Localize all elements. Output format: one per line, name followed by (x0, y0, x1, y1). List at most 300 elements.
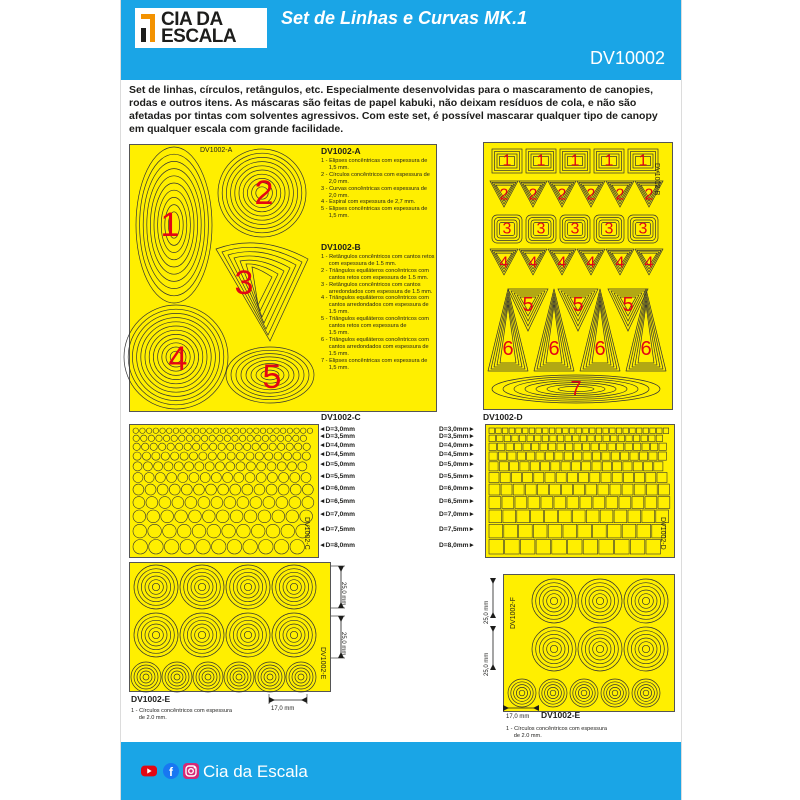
square-mask (574, 443, 581, 450)
circle-ring (290, 631, 297, 638)
circle-mask (223, 473, 233, 483)
circle-mask (157, 484, 168, 495)
circle-mask (234, 473, 244, 483)
square-mask (598, 484, 609, 495)
circle-mask (159, 443, 166, 450)
circle-ring (279, 620, 308, 649)
circle-mask (227, 428, 233, 434)
brand-logo[interactable] (135, 8, 267, 48)
square-mask (502, 428, 508, 434)
circle-mask (260, 428, 266, 434)
square-mask (603, 428, 609, 434)
square-mask (626, 435, 632, 441)
square-mask (520, 462, 529, 471)
circle-ring (589, 638, 611, 660)
square-mask (499, 462, 508, 471)
diameter-label: D=7,0mm► (439, 511, 476, 519)
circle-ring (547, 642, 562, 657)
circle-ring (287, 628, 302, 643)
square-mask (496, 428, 502, 434)
square-mask (557, 435, 563, 441)
diameter-label: ◄D=7,0mm (319, 511, 356, 519)
circle-ring (152, 631, 159, 638)
circle-mask (226, 462, 235, 471)
circle-ring (547, 687, 558, 698)
circle-mask (281, 524, 295, 538)
square-mask (569, 428, 575, 434)
circle-ring (276, 617, 313, 654)
circle-mask (174, 462, 183, 471)
circle-mask (133, 435, 139, 441)
circle-mask (224, 497, 236, 509)
circle-ring (604, 682, 626, 704)
sheet-e-left-dim-25a: 25,0 mm (340, 582, 346, 606)
circle-mask (213, 428, 219, 434)
square-mask (639, 452, 647, 460)
square-mask (489, 540, 504, 555)
square-mask (540, 443, 547, 450)
legend-item: 4 - Triângulos equiláteros concêntricos com cantos arredondados com espessura de 1.5 mm. (321, 295, 429, 316)
circle-mask (207, 524, 221, 538)
circle-ring (578, 627, 622, 671)
shape-number: 2 (499, 186, 509, 204)
circle-ring (596, 597, 603, 604)
circle-ring (171, 671, 183, 683)
circle-mask (145, 484, 156, 495)
square-mask (590, 473, 600, 483)
shape-number: 4 (615, 254, 625, 272)
circle-mask (266, 524, 280, 538)
diameter-label: ◄D=8,0mm (319, 541, 356, 549)
circle-mask (169, 484, 180, 495)
square-mask (489, 462, 498, 471)
square-mask (529, 428, 535, 434)
svg-text:f: f (169, 765, 173, 779)
square-mask (562, 484, 573, 495)
circle-mask (286, 443, 293, 450)
square-mask (623, 428, 629, 434)
circle-ring (149, 580, 164, 595)
diameter-label: ◄D=7,5mm (319, 526, 356, 534)
sheet-e-right-tag: DV1002-F (510, 597, 517, 629)
circle-mask (259, 540, 274, 555)
circle-mask (287, 428, 293, 434)
circle-mask (251, 524, 265, 538)
circle-ring (264, 671, 276, 683)
square-mask (617, 443, 624, 450)
footer-brand-name: Cia da Escala (203, 762, 308, 781)
diameter-label: D=8,0mm► (439, 541, 476, 549)
square-mask (583, 443, 590, 450)
circle-ring (632, 679, 660, 707)
mask-sheet-e-right (503, 574, 675, 712)
circle-ring (639, 642, 654, 657)
circle-ring (578, 687, 589, 698)
square-mask (574, 484, 585, 495)
square-mask (532, 443, 539, 450)
circle-ring (152, 583, 159, 590)
square-mask (646, 484, 657, 495)
circle-ring (237, 624, 259, 646)
diameter-label: D=5,0mm► (439, 461, 476, 469)
square-mask (545, 452, 553, 460)
circle-mask (247, 435, 253, 441)
square-mask (489, 524, 503, 538)
shape-number: 4 (528, 254, 538, 272)
square-mask (536, 452, 544, 460)
shape-number: 5 (622, 294, 634, 316)
circle-mask (173, 428, 179, 434)
circle-mask (278, 443, 285, 450)
product-code: DV10002 (589, 48, 665, 68)
circle-mask (245, 473, 255, 483)
circle-mask (184, 443, 191, 450)
instagram-icon[interactable] (183, 763, 199, 779)
circle-mask (243, 540, 258, 555)
circle-ring (589, 590, 611, 612)
shape-number: 3 (604, 220, 614, 238)
circle-mask (161, 510, 174, 523)
square-mask (623, 462, 632, 471)
circle-ring (289, 665, 313, 689)
circle-mask (133, 452, 141, 460)
square-mask (573, 435, 579, 441)
sheet-e-left-tag: DV1002-E (319, 647, 326, 680)
circle-mask (272, 510, 285, 523)
circle-mask (171, 435, 177, 441)
circle-ring (184, 569, 221, 606)
circle-mask (133, 443, 140, 450)
circle-ring (532, 579, 576, 623)
facebook-icon[interactable] (163, 763, 179, 779)
legend-item: 4 - Espiral com espessura de 2,7 mm. (321, 199, 416, 206)
circle-mask (227, 443, 234, 450)
circle-mask (186, 435, 192, 441)
square-mask (593, 524, 607, 538)
circle-ring (287, 580, 302, 595)
diameter-label: ◄D=5,0mm (319, 461, 356, 469)
circle-ring (536, 583, 573, 620)
circle-ring (237, 576, 259, 598)
circle-ring (593, 594, 608, 609)
circle-ring (283, 576, 305, 598)
circle-mask (142, 443, 149, 450)
square-mask (600, 510, 613, 523)
circle-ring (198, 583, 205, 590)
circle-mask (144, 473, 154, 483)
circle-mask (235, 443, 242, 450)
circle-mask (274, 452, 282, 460)
circle-mask (222, 524, 236, 538)
circle-ring (543, 590, 565, 612)
circle-mask (180, 452, 188, 460)
circle-mask (207, 428, 213, 434)
circle-ring (550, 597, 557, 604)
legend-item: 6 - Triângulos equiláteros concêntricos com cantos arredondados com espessura de 1.5 mm. (321, 336, 429, 357)
shape-number: 3 (234, 264, 254, 302)
legend-item: 7 - Elipses concêntricas com espessura de 1,5 mm. (321, 357, 428, 371)
circle-mask (244, 443, 251, 450)
diameter-label: ◄D=5,5mm (319, 472, 356, 480)
square-mask (592, 462, 601, 471)
circle-ring (205, 674, 211, 680)
circle-mask (298, 462, 307, 471)
circle-ring (140, 671, 152, 683)
circle-ring (187, 620, 216, 649)
circle-ring (226, 565, 270, 609)
square-mask (489, 484, 500, 495)
square-mask (517, 510, 530, 523)
circle-ring (570, 679, 598, 707)
circle-mask (185, 462, 194, 471)
circle-ring (628, 583, 665, 620)
circle-ring (643, 690, 649, 696)
circle-mask (196, 540, 211, 555)
circle-mask (163, 524, 177, 538)
circle-mask (234, 428, 240, 434)
square-mask (506, 443, 513, 450)
circle-mask (133, 524, 147, 538)
square-mask (500, 473, 510, 483)
circle-mask (302, 452, 310, 460)
circle-ring (145, 624, 167, 646)
square-mask (603, 435, 609, 441)
square-mask (561, 462, 570, 471)
circle-ring (639, 594, 654, 609)
circle-mask (293, 435, 299, 441)
circle-mask (302, 484, 313, 495)
square-mask (571, 462, 580, 471)
shape-number: 1 (638, 152, 648, 170)
square-mask (622, 524, 636, 538)
square-mask (611, 435, 617, 441)
circle-ring (145, 576, 167, 598)
shape-number: 1 (160, 206, 180, 244)
circle-mask (302, 497, 314, 509)
square-mask (503, 510, 516, 523)
circle-mask (250, 497, 262, 509)
circle-ring (193, 662, 223, 692)
circle-ring (585, 586, 614, 615)
circle-ring (542, 682, 564, 704)
circle-ring (642, 597, 649, 604)
sheet-c-heading: DV1002-C (321, 412, 361, 422)
square-mask (533, 524, 547, 538)
circle-mask (133, 473, 143, 483)
circle-mask (252, 443, 259, 450)
circle-mask (167, 443, 174, 450)
square-mask (608, 443, 615, 450)
square-mask (580, 497, 592, 509)
circle-mask (286, 510, 299, 523)
circle-mask (161, 452, 169, 460)
square-mask (649, 435, 655, 441)
circle-ring (244, 631, 251, 638)
diameter-label: ◄D=4,0mm (319, 441, 356, 449)
square-mask (554, 497, 566, 509)
sheet-e-left-dim-25b: 25,0 mm (340, 632, 346, 656)
sheet-b-tag: DV1002-B (653, 163, 660, 196)
shape-number: 1 (502, 152, 512, 170)
circle-mask (256, 473, 266, 483)
circle-mask (143, 462, 152, 471)
circle-ring (241, 580, 256, 595)
circle-mask (279, 473, 289, 483)
shape-number: 3 (638, 220, 648, 238)
sheet-d-artwork (486, 425, 674, 557)
circle-ring (272, 613, 316, 657)
youtube-icon[interactable] (141, 763, 157, 779)
circle-ring (131, 662, 161, 692)
circle-mask (164, 540, 179, 555)
circle-ring (635, 638, 657, 660)
circle-mask (290, 484, 301, 495)
circle-ring (543, 638, 565, 660)
circle-mask (283, 452, 291, 460)
circle-ring (536, 631, 573, 668)
square-mask (595, 435, 601, 441)
square-mask (498, 443, 505, 450)
circle-mask (146, 497, 158, 509)
circle-mask (154, 462, 163, 471)
square-mask (566, 443, 573, 450)
square-mask (528, 497, 540, 509)
sheet-c-tag: DV1002-C (303, 517, 310, 550)
circle-mask (289, 497, 301, 509)
circle-mask (232, 435, 238, 441)
circle-mask (199, 452, 207, 460)
square-mask (567, 473, 577, 483)
square-mask (504, 435, 510, 441)
circle-ring (195, 628, 210, 643)
sheet-c-artwork (130, 425, 318, 557)
square-mask (505, 540, 520, 555)
circle-mask (300, 435, 306, 441)
circle-ring (295, 671, 307, 683)
circle-mask (200, 473, 210, 483)
circle-mask (193, 443, 200, 450)
circle-mask (254, 428, 260, 434)
diameter-label: D=7,5mm► (439, 526, 476, 534)
square-mask (579, 473, 589, 483)
circle-ring (230, 569, 267, 606)
square-mask (552, 540, 567, 555)
sheet-d-heading: DV1002-D (483, 412, 523, 422)
square-mask (607, 524, 621, 538)
square-mask (613, 462, 622, 471)
circle-mask (133, 484, 144, 495)
circle-mask (210, 443, 217, 450)
diameter-label: D=3,0mm► (439, 425, 476, 433)
square-mask (536, 428, 542, 434)
circle-mask (148, 435, 154, 441)
square-mask (610, 428, 616, 434)
square-mask (659, 443, 666, 450)
circle-ring (596, 645, 603, 652)
square-mask (564, 452, 572, 460)
square-mask (600, 443, 607, 450)
square-mask (510, 462, 519, 471)
shape-number: 2 (615, 186, 625, 204)
circle-ring (640, 687, 651, 698)
circle-mask (147, 510, 160, 523)
circle-mask (255, 435, 261, 441)
circle-ring (511, 682, 533, 704)
square-mask (489, 443, 496, 450)
circle-mask (211, 473, 221, 483)
square-mask (590, 428, 596, 434)
sheet-e-right-dim-17: 17,0 mm (506, 714, 530, 720)
diameter-label: D=5,5mm► (439, 472, 476, 480)
square-mask (515, 443, 522, 450)
square-mask (643, 428, 649, 434)
square-mask (634, 484, 645, 495)
circle-mask (218, 443, 225, 450)
circle-ring (550, 690, 556, 696)
square-mask (559, 510, 572, 523)
square-mask (658, 497, 670, 509)
square-mask (513, 484, 524, 495)
shape-number: 5 (262, 358, 282, 396)
square-mask (616, 428, 622, 434)
circle-ring (165, 665, 189, 689)
circle-mask (280, 428, 286, 434)
circle-ring (612, 690, 618, 696)
square-mask (642, 510, 655, 523)
square-mask (602, 462, 611, 471)
circle-ring (539, 586, 568, 615)
square-mask (545, 473, 555, 483)
square-mask (574, 452, 582, 460)
circle-mask (133, 510, 146, 523)
circle-mask (198, 497, 210, 509)
shape-number: 6 (594, 338, 606, 360)
square-mask (619, 497, 631, 509)
square-mask (618, 435, 624, 441)
square-mask (536, 540, 551, 555)
sheet-d-diameter-list (439, 424, 487, 556)
square-mask (610, 484, 621, 495)
square-mask (586, 510, 599, 523)
square-mask (596, 428, 602, 434)
circle-ring (138, 617, 175, 654)
circle-mask (209, 435, 215, 441)
shape-number: 4 (586, 254, 596, 272)
curve-ring (216, 243, 308, 341)
circle-mask (269, 443, 276, 450)
circle-mask (195, 462, 204, 471)
square-mask (628, 510, 641, 523)
sheet-e-right-dimension-marks (483, 574, 503, 694)
square-mask (541, 462, 550, 471)
circle-mask (193, 428, 199, 434)
square-mask (549, 428, 555, 434)
square-mask (555, 452, 563, 460)
circle-mask (194, 484, 205, 495)
shape-number: 2 (586, 186, 596, 204)
footer-bar (121, 742, 681, 800)
square-mask (534, 473, 544, 483)
circle-ring (180, 565, 224, 609)
circle-mask (294, 428, 300, 434)
square-mask (614, 510, 627, 523)
sheet-a-tag: DV1002-A (200, 147, 233, 154)
circle-mask (254, 484, 265, 495)
circle-mask (140, 428, 146, 434)
circle-mask (156, 435, 162, 441)
circle-mask (178, 473, 188, 483)
circle-ring (298, 674, 304, 680)
